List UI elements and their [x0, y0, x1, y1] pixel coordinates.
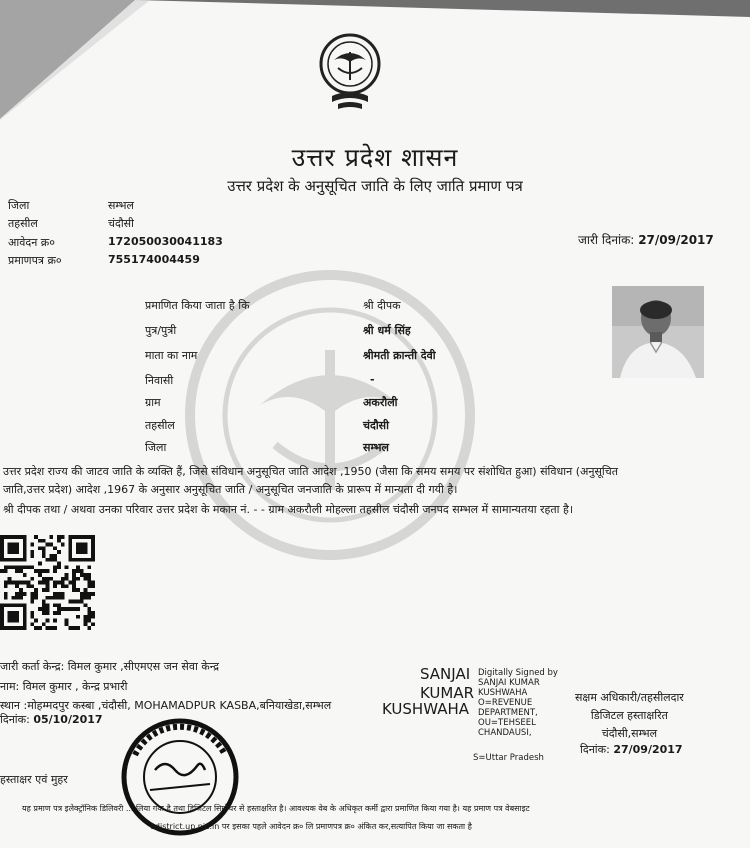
issuer-location: स्थान :मोहम्मदपुर कस्बा ,चंदौसी, MOHAMADPUR KASBA,बनियाखेडा,सम्भल — [0, 699, 332, 712]
authority-block — [575, 690, 684, 741]
detail-value-district: सम्भल — [363, 441, 389, 454]
certificate-body — [3, 463, 743, 519]
authority-location: चंदौसी,सम्भल — [601, 727, 658, 740]
detail-label-certified: प्रमाणित किया जाता है कि — [145, 299, 250, 312]
digital-signature-details — [478, 668, 558, 738]
body-line-3: श्री दीपक तथा / अथवा उनका परिवार उत्तर प्रदेश के मकान नं. - - ग्राम अकरौली मोहल्ला तहसील चंदौसी जनपद सम्भल में सामान्यतया रहता है। — [3, 503, 574, 516]
detail-value-mother: श्रीमती क्रान्ती देवी — [363, 349, 436, 362]
detail-value-resident: - — [370, 373, 375, 386]
sig-state: S=Uttar Pradesh — [473, 753, 544, 763]
district-label: जिला — [8, 199, 30, 212]
applicant-photo — [612, 286, 704, 378]
up-state-emblem-icon — [318, 30, 382, 116]
authority-date-label: दिनांक: — [580, 743, 610, 756]
detail-label-village: ग्राम — [145, 396, 161, 409]
qr-code-icon — [0, 535, 95, 630]
issue-date — [578, 231, 714, 248]
footer-line-1: यह प्रमाण पत्र इलेक्ट्रॉनिक डिलिवरी ... लिया गया है तथा डिजिटल सिग्नेचर से हस्ताक्षरित है। आवश्यक वेब के अधिकृत कर्मी द्वारा प्रमाणित किया गया है। यह प्रमाण पत्र वेबसाइट — [22, 804, 530, 813]
detail-value-village: अकरौली — [363, 396, 398, 409]
detail-value-name: श्री दीपक — [363, 299, 401, 312]
district-value: सम्भल — [108, 199, 134, 212]
issuer-name: नाम: विमल कुमार , केन्द्र प्रभारी — [0, 680, 128, 693]
certificate-number-value: 755174004459 — [108, 253, 200, 266]
detail-value-father: श्री धर्म सिंह — [363, 324, 411, 337]
signer-name-line-3: KUSHWAHA — [382, 700, 470, 718]
authority-date-value: 27/09/2017 — [613, 743, 683, 756]
government-title: उत्तर प्रदेश शासन — [291, 143, 459, 172]
signer-name-line-2: KUMAR — [420, 684, 475, 702]
watermark-emblem-icon — [185, 240, 475, 590]
tehsil-label: तहसील — [8, 217, 38, 230]
issuer-date-label: दिनांक: — [0, 713, 30, 726]
detail-label-parent: पुत्र/पुत्री — [145, 324, 177, 337]
authority-date — [580, 742, 683, 757]
person-photo-icon — [612, 286, 704, 378]
sig-detail-2: SANJAI KUMAR — [478, 678, 540, 688]
detail-label-district: जिला — [145, 441, 167, 454]
sig-detail-5: DEPARTMENT, — [478, 708, 538, 718]
signer-name-block — [420, 665, 474, 703]
detail-value-tehsil: चंदौसी — [363, 419, 389, 432]
authority-digital: डिजिटल हस्ताक्षरित — [590, 709, 668, 722]
body-line-1: उत्तर प्रदेश राज्य की जाटव जाति के व्यक्ति हैं, जिसे संविधान अनुसूचित जाति आदेश ,1950 (जैसा कि समय समय पर संशोधित हुआ) संविधान (अनुसूचित — [3, 465, 619, 478]
sig-detail-1: Digitally Signed by — [478, 668, 558, 678]
sig-detail-3: KUSHWAHA — [478, 688, 528, 698]
authority-title: सक्षम अधिकारी/तहसीलदार — [575, 691, 684, 704]
issuer-date — [0, 712, 103, 727]
tehsil-value: चंदौसी — [108, 217, 134, 230]
sig-detail-7: CHANDAUSI, — [478, 728, 532, 738]
issuer-date-value: 05/10/2017 — [33, 713, 103, 726]
sig-detail-6: OU=TEHSEEL — [478, 718, 536, 728]
detail-label-tehsil: तहसील — [145, 419, 175, 432]
body-line-2: जाति,उत्तर प्रदेश) आदेश ,1967 के अनुसार अनुसूचित जाति / अनुसूचित जनजाति के प्रारूप में मान्यता दी गयी है। — [3, 483, 458, 496]
issue-date-value: 27/09/2017 — [638, 233, 714, 247]
application-number-value: 172050030041183 — [108, 235, 223, 248]
detail-label-resident: निवासी — [145, 374, 174, 387]
signer-name-line-1: SANJAI — [420, 665, 471, 683]
issuer-center: जारी कर्ता केन्द्र: विमल कुमार ,सीएमएस जन सेवा केन्द्र — [0, 660, 219, 673]
certificate-title: उत्तर प्रदेश के अनुसूचित जाति के लिए जाति प्रमाण पत्र — [227, 177, 523, 195]
sig-detail-4: O=REVENUE — [478, 698, 533, 708]
application-number-label: आवेदन क्र० — [8, 236, 55, 249]
certificate-number-label: प्रमाणपत्र क्र० — [8, 254, 62, 267]
footer-line-2: edistrict.up.nic.in पर इसका पहले आवेदन क्र० लि प्रमाणपत्र क्र० अंकित कर,सत्यापित किया जा सकता है — [150, 822, 472, 831]
detail-label-mother: माता का नाम — [145, 349, 198, 362]
signature-and-seal-label: हस्ताक्षर एवं मुहर — [0, 773, 68, 786]
issue-date-label: जारी दिनांक: — [578, 233, 635, 247]
